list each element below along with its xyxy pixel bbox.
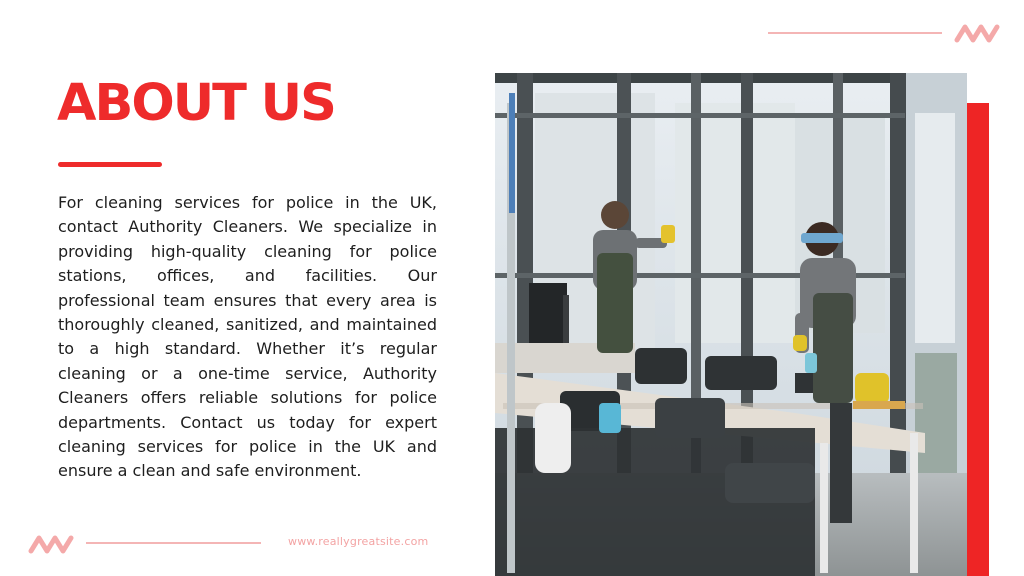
cleaners-office-photo	[495, 73, 967, 576]
website-link[interactable]: www.reallygreatsite.com	[288, 535, 429, 548]
top-divider-line	[768, 32, 942, 34]
about-paragraph: For cleaning services for police in the UK, contact Authority Cleaners. We specialize in providing high-quality cleaning for police stations, offices, and facilities. Our professional team ensures that every area is thoroughly cleaned, sanitized, and maintained to a high standard. Whether it’s regular cleaning or a one-time service, Authority Cleaners offers reliable solutions for police departments. Contact us today for expert cleaning services for police in the UK and ensure a clean and safe environment.	[58, 193, 437, 481]
zigzag-icon	[954, 22, 1000, 44]
page-title: ABOUT US	[57, 74, 335, 133]
title-underline	[58, 162, 162, 167]
zigzag-icon	[28, 533, 74, 555]
accent-bar	[967, 103, 989, 576]
bottom-divider-line	[86, 542, 261, 544]
